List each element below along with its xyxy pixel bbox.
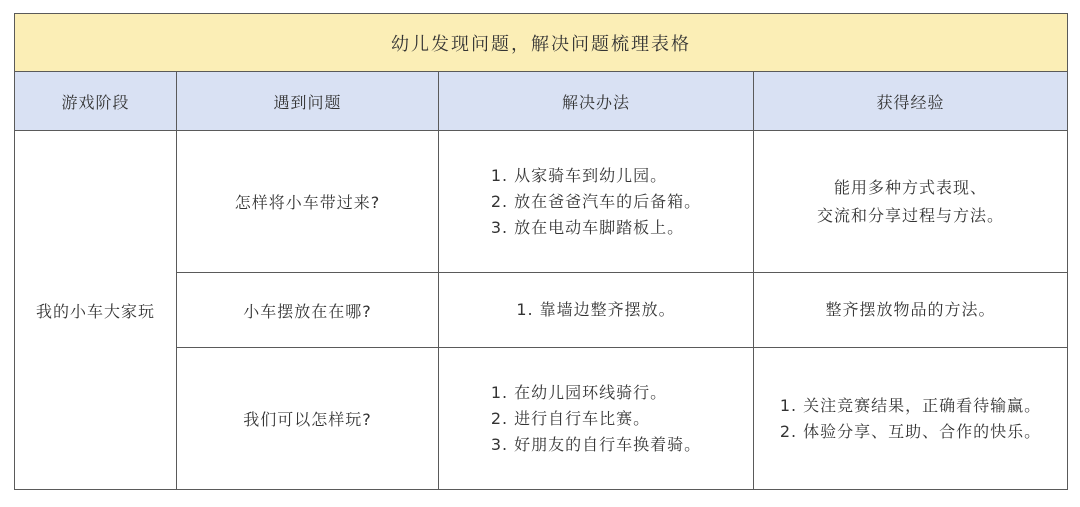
problem-cell: 怎样将小车带过来? — [177, 131, 439, 273]
experience-cell — [754, 131, 1068, 273]
table-row — [15, 131, 1068, 273]
solution-item: 3. 好朋友的自行车换着骑。 — [490, 434, 702, 454]
table-title: 幼儿发现问题，解决问题梳理表格 — [15, 14, 1068, 72]
problem-cell: 小车摆放在在哪? — [177, 273, 439, 348]
solution-list — [516, 297, 675, 323]
solution-item: 3. 放在电动车脚踏板上。 — [490, 217, 685, 237]
solution-item: 1. 靠墙边整齐摆放。 — [516, 300, 676, 319]
experience-cell — [754, 348, 1068, 490]
problem-solving-table — [14, 13, 1068, 490]
solution-item: 1. 在幼儿园环线骑行。 — [490, 382, 668, 402]
header-stage: 游戏阶段 — [15, 72, 177, 131]
title-row — [15, 14, 1068, 72]
solution-list — [491, 163, 701, 241]
experience-list — [780, 393, 1041, 445]
experience-line: 整齐摆放物品的方法。 — [825, 300, 996, 319]
experience-line: 交流和分享过程与方法。 — [816, 205, 1004, 225]
solution-item: 2. 放在爸爸汽车的后备箱。 — [490, 191, 702, 211]
solution-cell — [439, 273, 754, 348]
solution-item: 1. 从家骑车到幼儿园。 — [490, 165, 668, 185]
solution-cell — [439, 131, 754, 273]
header-row — [15, 72, 1068, 131]
experience-item: 1. 关注竞赛结果，正确看待输赢。 — [779, 395, 1042, 415]
solution-list — [491, 380, 701, 458]
experience-item: 2. 体验分享、互助、合作的快乐。 — [779, 421, 1042, 441]
problem-cell: 我们可以怎样玩? — [177, 348, 439, 490]
experience-text — [817, 174, 1004, 230]
experience-text — [825, 296, 995, 324]
experience-line: 能用多种方式表现、 — [833, 177, 987, 197]
header-solution: 解决办法 — [439, 72, 754, 131]
experience-cell — [754, 273, 1068, 348]
header-problem: 遇到问题 — [177, 72, 439, 131]
stage-cell: 我的小车大家玩 — [15, 131, 177, 490]
header-experience: 获得经验 — [754, 72, 1068, 131]
solution-item: 2. 进行自行车比赛。 — [490, 408, 651, 428]
solution-cell — [439, 348, 754, 490]
